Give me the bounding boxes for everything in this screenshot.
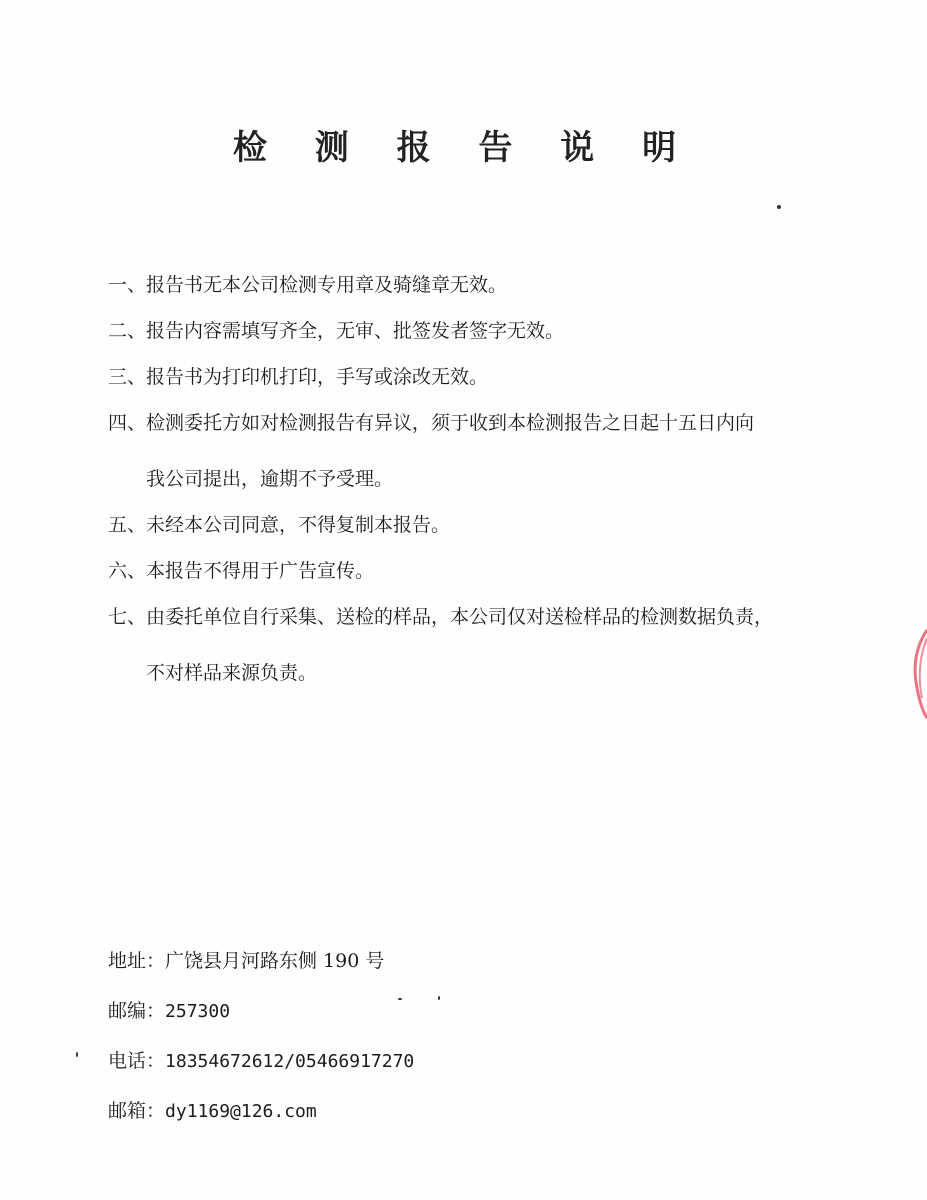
phone-value: 18354672612/05466917270 bbox=[165, 1051, 415, 1072]
clause-text: 七、由委托单位自行采集、送检的样品，本公司仅对送检样品的检测数据负责， bbox=[108, 606, 774, 628]
clause-text: 三、报告书为打印机打印，手写或涂改无效。 bbox=[108, 366, 489, 388]
clause-item bbox=[108, 354, 868, 400]
phone-label: 电话： bbox=[108, 1050, 166, 1072]
clause-list bbox=[108, 262, 868, 696]
clause-item bbox=[108, 262, 868, 308]
scan-speck bbox=[777, 205, 781, 209]
clause-item bbox=[108, 308, 868, 354]
postcode-value: 257300 bbox=[165, 1001, 231, 1022]
seal-edge-mark bbox=[911, 628, 927, 720]
email-value: dy1169@126.com bbox=[165, 1101, 317, 1122]
page-title: 检 测 报 告 说 明 bbox=[232, 128, 695, 168]
clause-continuation: 我公司提出，逾期不予受理。 bbox=[146, 468, 394, 490]
postcode-label: 邮编： bbox=[108, 1000, 166, 1022]
address-label: 地址： bbox=[108, 950, 166, 972]
contact-block bbox=[108, 946, 608, 1146]
clause-item bbox=[108, 594, 868, 696]
clause-item bbox=[108, 502, 868, 548]
clause-item bbox=[108, 400, 868, 502]
clause-text: 四、检测委托方如对检测报告有异议，须于收到本检测报告之日起十五日内向 bbox=[108, 412, 755, 434]
postcode-row bbox=[108, 996, 608, 1046]
clause-text: 一、报告书无本公司检测专用章及骑缝章无效。 bbox=[108, 274, 508, 296]
scan-speck bbox=[438, 996, 440, 1000]
scan-speck bbox=[398, 998, 402, 1000]
address-value: 广饶县月河路东侧 190 号 bbox=[165, 950, 385, 972]
clause-text: 六、本报告不得用于广告宣传。 bbox=[108, 560, 375, 582]
phone-row bbox=[108, 1046, 608, 1096]
email-row bbox=[108, 1096, 608, 1146]
clause-continuation: 不对样品来源负责。 bbox=[146, 662, 318, 684]
clause-text: 五、未经本公司同意，不得复制本报告。 bbox=[108, 514, 451, 536]
clause-text: 二、报告内容需填写齐全，无审、批签发者签字无效。 bbox=[108, 320, 565, 342]
scan-speck bbox=[76, 1052, 78, 1057]
email-label: 邮箱： bbox=[108, 1100, 166, 1122]
clause-item bbox=[108, 548, 868, 594]
address-row bbox=[108, 946, 608, 996]
